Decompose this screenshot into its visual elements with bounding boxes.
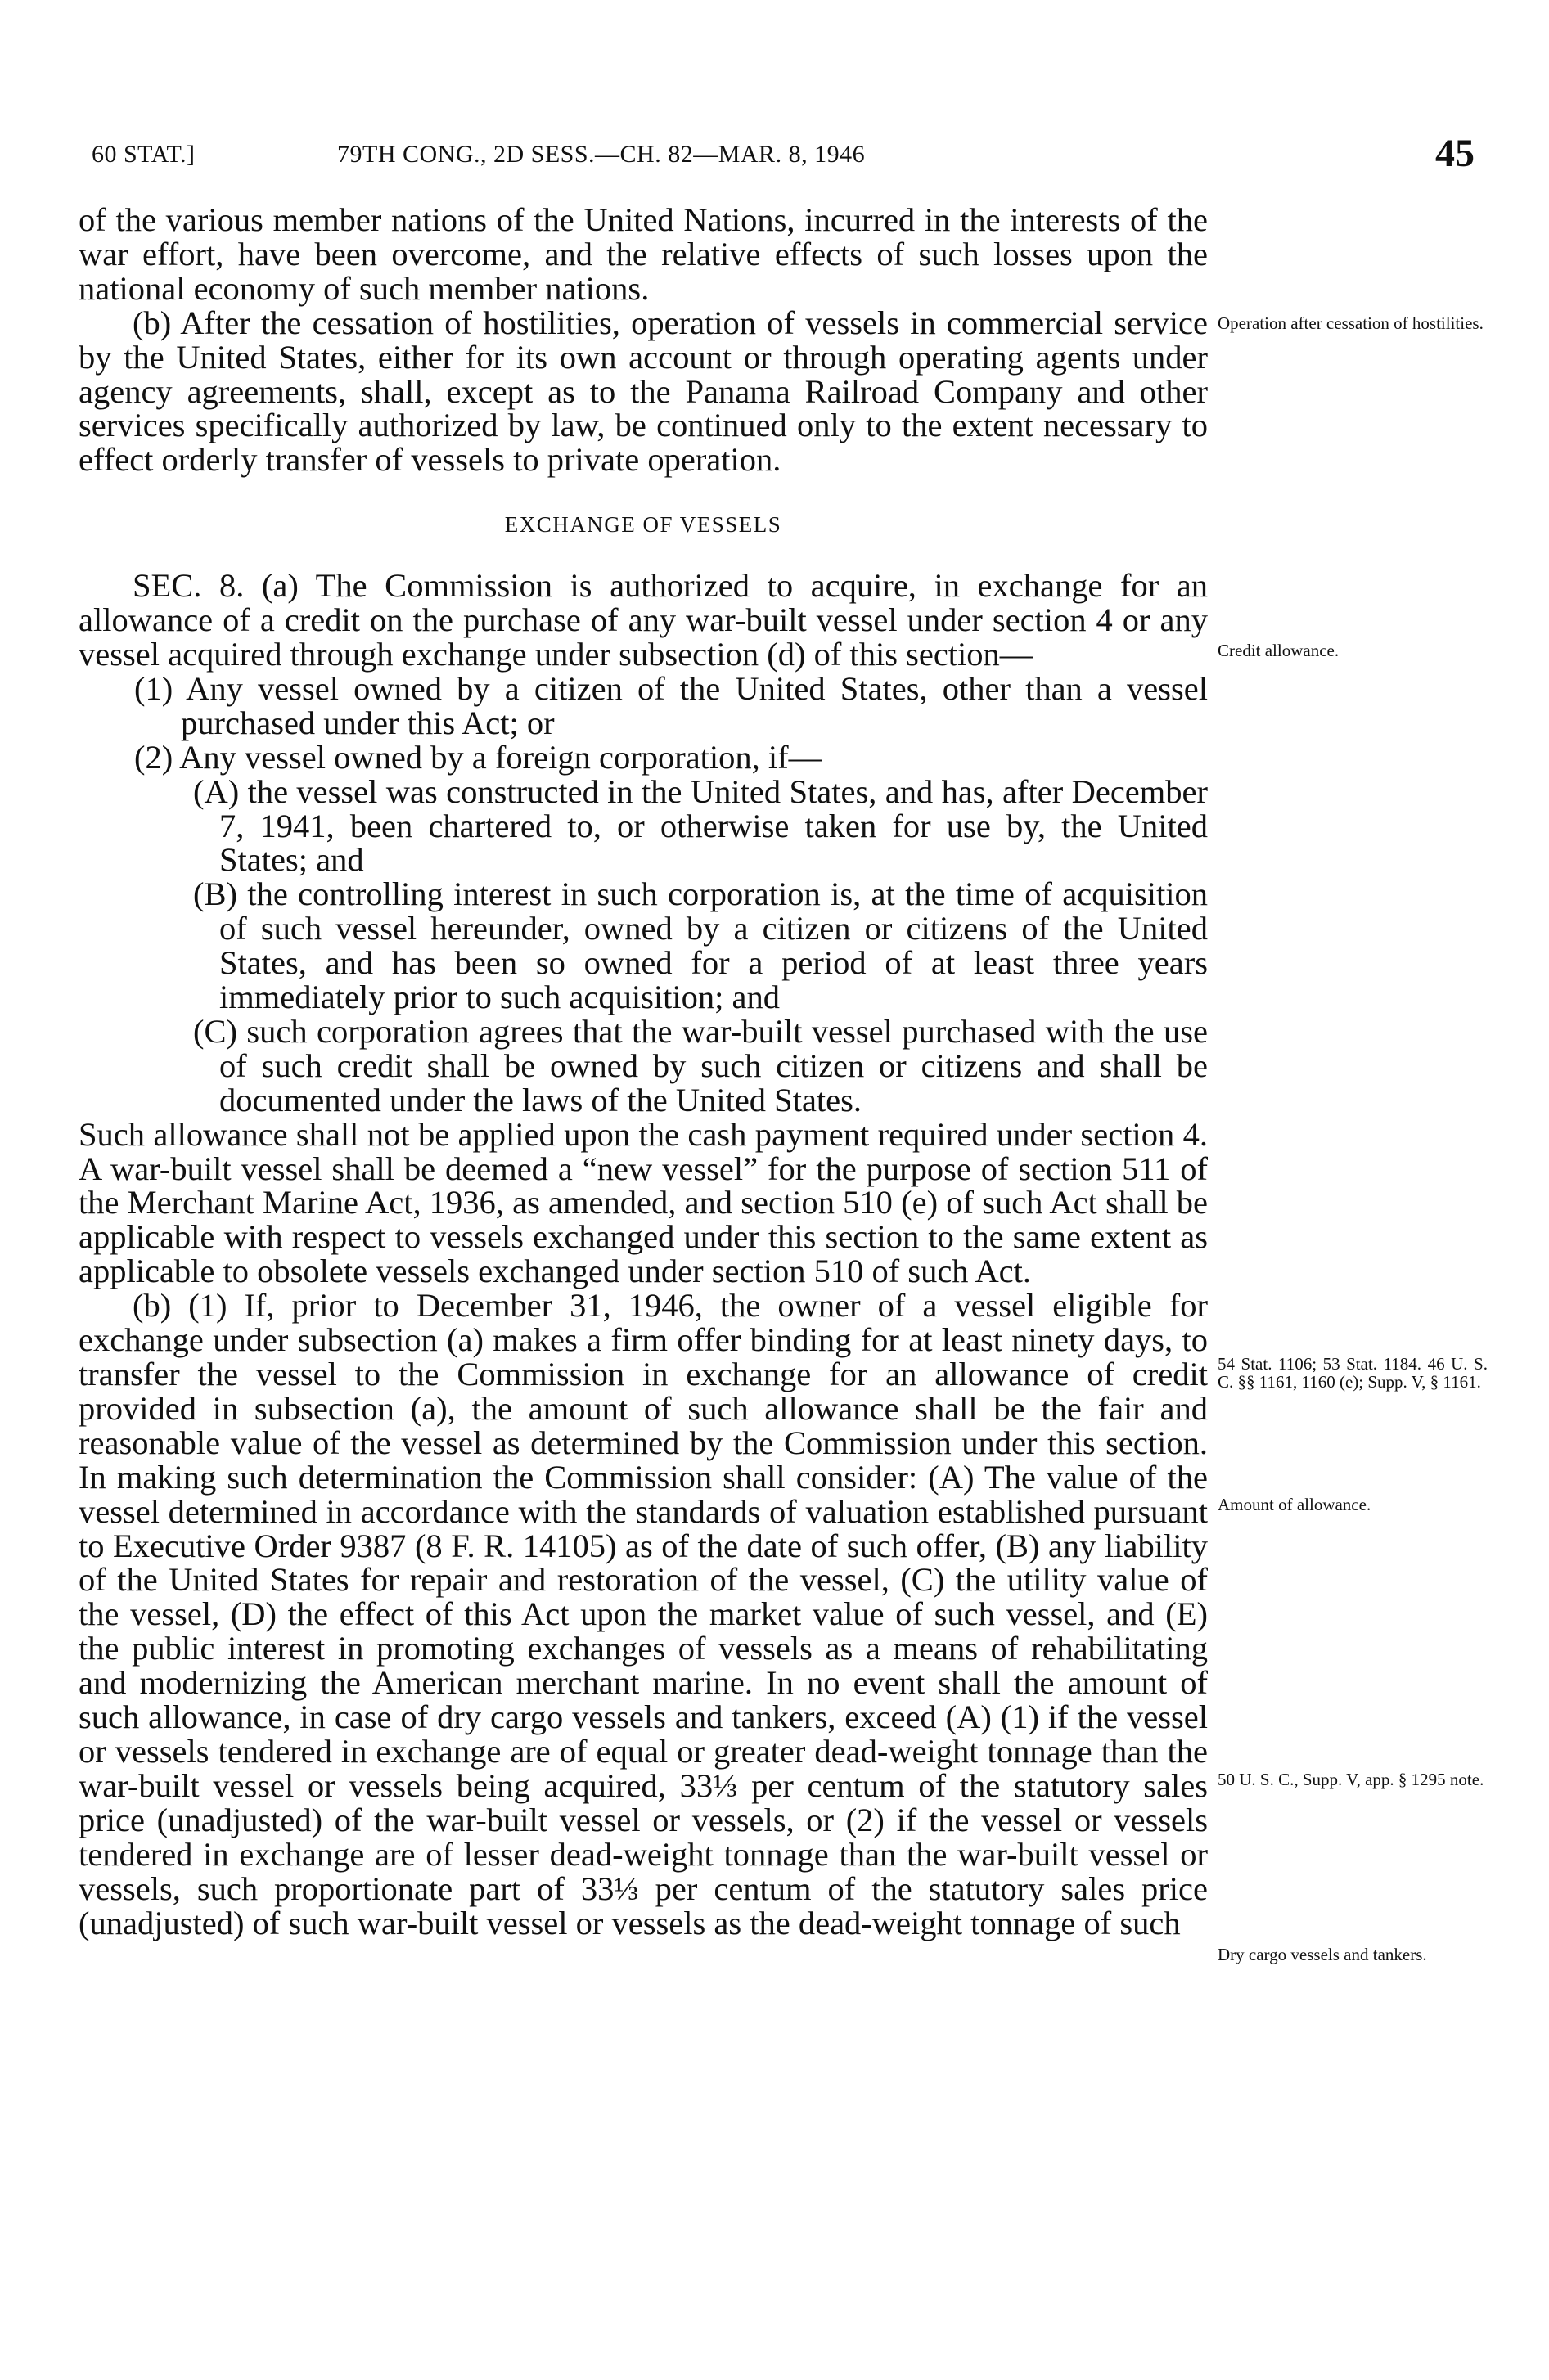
paragraph-b-1: (b) (1) If, prior to December 31, 1946, the owner of a vessel eligible for exchange under subsection (a) makes a firm offer binding for at least ninety days, to transfer the vessel to the Commission in exchange for an allowance of credit provided in subsection (a), the amount of such allowance shall be the fair and reasonable value of the vessel as determined by the Commission under this section. In making such determination the Commission shall consider: (A) The value of the vessel determined in accordance with the standards of valuation established pursuant to Executive Order 9387 (8 F. R. 14105) as of the date of such offer, (B) any liability of the United States for repair and restoration of the vessel, (C) the utility value of the vessel, (D) the effect of this Act upon the market value of such vessel, and (E) the public interest in promoting exchanges of vessels as a means of rehabilitating and modernizing the American merchant marine. In no event shall the amount of such allowance, in case of dry cargo vessels and tankers, exceed (A) (1) if the vessel or vessels tendered in exchange are of equal or greater dead-weight tonnage than the war-built vessel or vessels being acquired, 33⅓ per centum of the statutory sales price (unadjusted) of the war-built vessel or vessels, or (2) if the vessel or vessels tendered in exchange are of lesser dead-weight tonnage than the war-built vessel or vessels, such proportionate part of 33⅓ per centum of the statutory sales price (unadjusted) of such war-built vessel or vessels as the dead-weight tonnage of such bbox=[79, 1287, 1208, 1941]
margin-note-usc-citation: 50 U. S. C., Supp. V, app. § 1295 note. bbox=[1218, 1770, 1484, 1789]
paragraph-item-C: (C) such corporation agrees that the war-built vessel purchased with the use of such credit shall be owned by such citizen or citizens and shall be documented under the laws of the United States. bbox=[193, 1012, 1208, 1118]
paragraph-item-1: (1) Any vessel owned by a citizen of the United States, other than a vessel purchased under this Act; or bbox=[134, 669, 1208, 741]
statute-text bbox=[79, 203, 1208, 1940]
margin-note-credit: Credit allowance. bbox=[1218, 641, 1340, 660]
margin-note-operation: Operation after cessation of hostilities. bbox=[1218, 313, 1484, 333]
statute-volume: 60 STAT.] bbox=[92, 141, 196, 168]
paragraph-item-A: (A) the vessel was constructed in the United States, and has, after December 7, 1941, been chartered to, or otherwise taken for use by, the United States; and bbox=[193, 772, 1208, 879]
paragraph-subsection-b: (b) After the cessation of hostilities, operation of vessels in commercial service by the United States, either for its own account or through operating agents under agency agreements, shall, except as to the Panama Railroad Company and other services specifically authorized by law, be continued only to the extent necessary to effect orderly transfer of vessels to private operation. bbox=[79, 304, 1208, 479]
paragraph-allowance: Such allowance shall not be applied upon the cash payment required under section 4. A war-built vessel shall be deemed a “new vessel” for the purpose of section 511 of the Merchant Marine Act, 1936, as amended, and section 510 (e) of such Act shall be applicable with respect to vessels exchanged under this section to the same extent as applicable to obsolete vessels exchanged under section 510 of such Act. bbox=[79, 1115, 1208, 1290]
running-header bbox=[92, 132, 1475, 177]
session-citation: 79TH CONG., 2D SESS.—CH. 82—MAR. 8, 1946 bbox=[337, 141, 866, 168]
section-heading: EXCHANGE OF VESSELS bbox=[504, 512, 782, 538]
paragraph-item-2: (2) Any vessel owned by a foreign corporation, if— bbox=[134, 738, 822, 776]
paragraph-item-B: (B) the controlling interest in such corporation is, at the time of acquisition of such vessel hereunder, owned by a citizen or citizens of the United States, and has been so owned for a period of at least three years immediately prior to such acquisition; and bbox=[193, 875, 1208, 1016]
page-number: 45 bbox=[1435, 132, 1475, 175]
margin-note-stat-citation: 54 Stat. 1106; 53 Stat. 1184. 46 U. S. C. §§ 1161, 1160 (e); Supp. V, § 1161. bbox=[1218, 1354, 1488, 1392]
paragraph-continuation: of the various member nations of the United Nations, incurred in the interests of the war effort, have been overcome, and the relative effects of such losses upon the national economy of such member nations. bbox=[79, 201, 1208, 307]
paragraph-sec-8-a: SEC. 8. (a) The Commission is authorized to acquire, in exchange for an allowance of a credit on the purchase of any war-built vessel under section 4 or any vessel acquired through exchange under subsection (d) of this section— bbox=[79, 567, 1208, 673]
margin-note-dry-cargo: Dry cargo vessels and tankers. bbox=[1218, 1945, 1427, 1964]
margin-note-amount: Amount of allowance. bbox=[1218, 1495, 1371, 1514]
